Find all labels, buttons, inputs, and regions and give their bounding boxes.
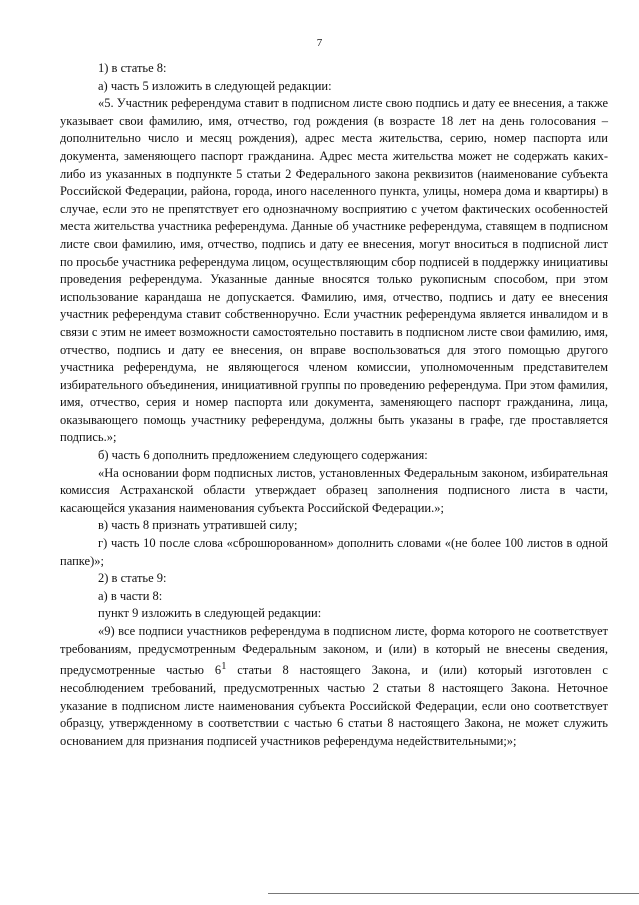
paragraph: а) часть 5 изложить в следующей редакции: <box>98 78 332 93</box>
paragraph: «5. Участник референдума ставит в подписном листе свою подпись и дату ее внесения, а также указывает свои фамилию, имя, отчество, год рождения (в возрасте 18 лет на день голосования – дополнительно число и месяц рождения), адрес места жительства, серию, номер паспорта или документа, заменяющего паспорт гражданина. Адрес места жительства может не содержать каких-либо из указанных в подпункте 5 статьи 2 Федерального закона реквизитов (наименование субъекта Российской Федерации, района, города, иного населенного пункта, улицы, номера дома и квартиры) в случае, если это не препятствует его однозначному восприятию с учетом фактических особенностей места жительства участника референдума. Данные об участнике референдума, ставящем в подписном листе свои фамилию, имя, отчество, подпись и дату ее внесения, могут вноситься в подписной лист по просьбе участника референдума лицом, осуществляющим сбор подписей в поддержку инициативы проведения референдума. Указанные данные вносятся только рукописным способом, при этом использование карандаша не допускается. Фамилию, имя, отчество, подпись и дату ее внесения участник референдума ставит собственноручно. Если участник референдума является инвалидом и в связи с этим не имеет возможности самостоятельно поставить в подписном листе свои фамилию, имя, отчество, подпись и дату ее внесения, он вправе воспользоваться для этого помощью другого участника референдума, не являющегося членом комиссии, уполномоченным представителем избирательного объединения, инициативной группы по проведению референдума. При этом фамилия, имя, отчество, серия и номер паспорта или документа, заменяющего паспорт гражданина, лица, оказывающего помощь участнику референдума, должны быть указаны в графе, где проставляется подпись.»; <box>60 96 608 445</box>
paragraph: 1) в статье 8: <box>98 61 167 75</box>
document-body <box>60 60 608 750</box>
paragraph: «На основании форм подписных листов, установленных Федеральным законом, избирательная комиссия Астраханской области утверждает образец заполнения подписного листа в части, касающейся указания наименования субъекта Российской Федерации.»; <box>60 465 608 515</box>
paragraph: 2) в статье 9: <box>98 571 167 586</box>
paragraph: а) в части 8: <box>98 588 163 603</box>
text-segment: «9) все подписи участников референдума в подписном листе, форма которого не соответствует требованиям, предусмотренным Федеральным законом, и (или) в который не внесены сведения, предусмотренные частью 6 <box>60 624 608 678</box>
paragraph: пункт 9 изложить в следующей редакции: <box>98 606 322 621</box>
paragraph: в) часть 8 признать утратившей силу; <box>98 518 298 533</box>
paragraph: б) часть 6 дополнить предложением следующего содержания: <box>98 448 428 463</box>
page-number: 7 <box>316 37 323 49</box>
bottom-divider <box>268 893 639 894</box>
text-segment: статьи 8 настоящего Закона, и (или) который изготовлен с несоблюдением требований, предусмотренных частью 2 статьи 8 настоящего Закона. Неточное указание в подписном листе наименования субъекта Российской Федерации, если оно соответствует образцу, утвержденному в соответствии с частью 6 статьи 8 настоящего Закона, не может служить основанием для признания подписей участников референдума недействительными;»; <box>60 663 608 748</box>
paragraph-with-superscript <box>60 623 608 750</box>
paragraph: г) часть 10 после слова «сброшюрованном» дополнить словами «(не более 100 листов в одной папке)»; <box>60 536 608 568</box>
superscript: 1 <box>221 661 227 673</box>
